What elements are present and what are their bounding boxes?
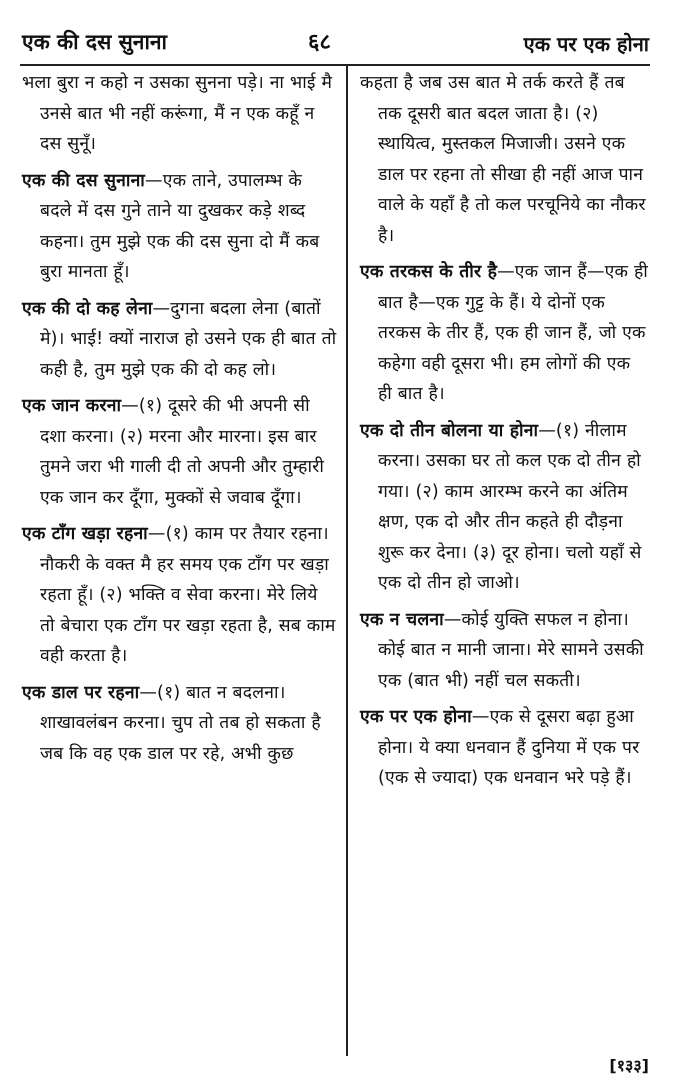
entry-text: —(१) नीलाम करना। उसका घर तो कल एक दो तीन हो गया। (२) काम आरम्भ करने का अंतिम क्षण, एक दो और तीन कहते ही दौड़ना शुरू कर देना। (३) दूर होना। चलो यहाँ से एक दो तीन हो जाओ। — [378, 420, 642, 593]
dictionary-entry — [22, 294, 338, 386]
page-number: ६८ — [308, 30, 331, 55]
entry-headword: एक की दस सुनाना — [22, 170, 146, 191]
header-right-title: एक पर एक होना — [523, 32, 649, 56]
entry-text: कहता है जब उस बात मे तर्क करते हैं तब तक दूसरी बात बदल जाता है। (२) स्थायित्व, मुस्तकल मिजाजी। उसने एक डाल पर रहना तो सीखा ही नहीं आज पान वाले के यहाँ है तो कल परचूनिये का नौकर है। — [360, 73, 646, 246]
entry-text: भला बुरा न कहो न उसका सुनना पड़े। ना भाई मै उनसे बात भी नहीं करूंगा, मैं न एक कहूँ न दस सुनूँ। — [22, 73, 333, 154]
column-divider — [346, 66, 348, 1056]
entry-text: —(१) बात न बदलना। शाखावलंबन करना। चुप तो तब हो सकता है जब कि वह एक डाल पर रहे, अभी कुछ — [40, 682, 321, 764]
dictionary-entry — [22, 68, 338, 160]
entry-text: —एक ताने, उपालम्भ के बदले में दस गुने ताने या दुखकर कड़े शब्द कहना। तुम मुझे एक की दस सुना दो मैं कब बुरा मानता हूँ। — [40, 170, 320, 282]
running-header — [0, 22, 673, 66]
entry-headword: एक न चलना — [360, 609, 444, 630]
entry-text: —(१) काम पर तैयार रहना। नौकरी के वक्त मै हर समय एक टाँग पर खड़ा रहता हूँ। (२) भक्ति व सेवा करना। मेरे लिये तो बेचारा एक टाँग पर खड़ा रहता है, सब काम वही करता है। — [40, 524, 336, 666]
entry-headword: एक डाल पर रहना — [22, 682, 140, 703]
entry-headword: एक तरकस के तीर है — [360, 262, 498, 282]
entry-text: —कोई युक्ति सफल न होना। कोई बात न मानी जाना। मेरे सामने उसकी एक (बात भी) नहीं चल सकती। — [378, 609, 644, 691]
entry-text: —एक से दूसरा बढ़ा हुआ होना। ये क्या धनवान हैं दुनिया में एक पर (एक से ज्यादा) एक धनवान भरे पड़े हैं। — [378, 707, 640, 788]
entry-text: —दुगना बदला लेना (बातों मे)। भाई! क्यों नाराज हो उसने एक ही बात तो कही है, तुम मुझे एक की दो कह लो। — [40, 298, 337, 380]
header-rule — [20, 64, 650, 66]
entry-text: —(१) दूसरे की भी अपनी सी दशा करना। (२) मरना और मारना। इस बार तुमने जरा भी गाली दी तो अपनी और तुम्हारी एक जान कर दूँगा, मुक्कों से जवाब दूँगा। — [40, 396, 325, 508]
entry-headword: एक की दो कह लेना — [22, 298, 153, 319]
dictionary-entry — [22, 678, 338, 770]
footer-number: [१३३] — [609, 1056, 649, 1075]
left-column — [22, 68, 338, 769]
entry-text: —एक जान हैं—एक ही बात है—एक गुट्ट के हैं। ये दोनों एक तरकस के तीर हैं, एक ही जान हैं, जो एक कहेगा वही दूसरा भी। हम लोगों की एक ही बात है। — [378, 262, 648, 404]
dictionary-entry — [360, 702, 650, 794]
entry-headword: एक जान करना — [22, 396, 122, 416]
header-left-title: एक की दस सुनाना — [22, 30, 167, 54]
dictionary-entry — [360, 605, 650, 697]
dictionary-entry — [22, 519, 338, 672]
entry-headword: एक दो तीन बोलना या होना — [360, 420, 539, 441]
dictionary-entry — [22, 391, 338, 513]
dictionary-entry — [360, 257, 650, 410]
dictionary-entry — [360, 68, 650, 251]
entry-headword: एक पर एक होना — [360, 707, 472, 727]
dictionary-entry — [360, 416, 650, 599]
entry-headword: एक टाँग खड़ा रहना — [22, 524, 148, 544]
right-column — [360, 68, 650, 794]
dictionary-entry — [22, 166, 338, 288]
